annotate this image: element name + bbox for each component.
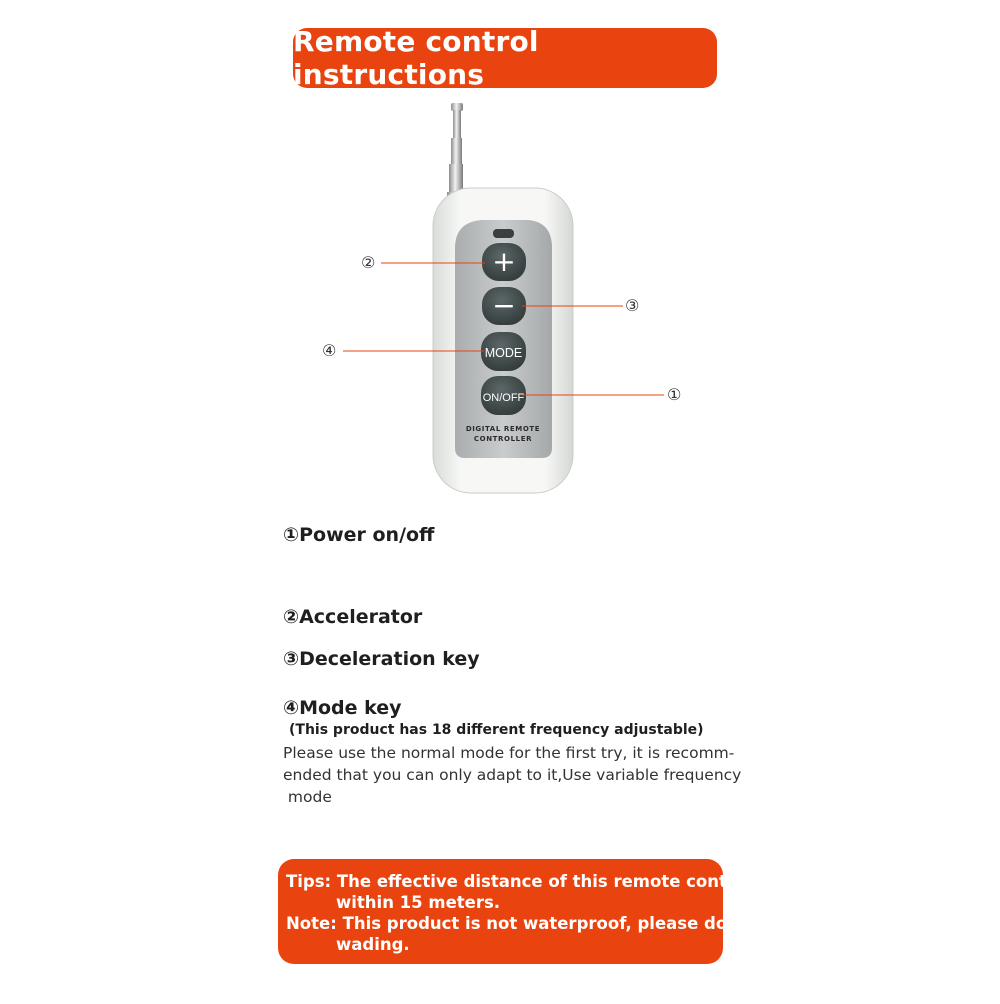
legend-power: ①Power on/off xyxy=(283,524,435,546)
led-indicator xyxy=(493,229,514,238)
desc-line-3: mode xyxy=(283,788,332,806)
legend-mode: ④Mode key xyxy=(283,697,402,719)
tips-line-3: Note: This product is not waterproof, please do not xyxy=(286,914,764,933)
tips-line-1: Tips: The effective distance of this remote control is xyxy=(286,872,774,891)
desc-line-2: ended that you can only adapt to it,Use variable frequency xyxy=(283,766,742,784)
remote-label-line1: DIGITAL REMOTE xyxy=(465,425,541,433)
tips-box xyxy=(278,859,774,964)
callout-1: ① xyxy=(667,385,682,404)
callout-4: ④ xyxy=(322,341,337,360)
minus-button-label: − xyxy=(492,289,516,322)
mode-button-label: MODE xyxy=(484,346,523,360)
page-title: Remote control instructions xyxy=(293,25,539,91)
tips-line-2: within 15 meters. xyxy=(336,893,501,912)
callout-3: ③ xyxy=(625,296,640,315)
remote-label-line2: CONTROLLER xyxy=(473,435,533,443)
desc-line-1: Please use the normal mode for the first try, it is recomm- xyxy=(283,744,735,762)
mode-note: (This product has 18 different frequency adjustable) xyxy=(289,722,704,738)
legend-deceleration: ③Deceleration key xyxy=(283,648,480,670)
plus-button-label: + xyxy=(492,245,516,278)
callout-2: ② xyxy=(361,253,376,272)
legend-accelerator: ②Accelerator xyxy=(283,606,423,628)
onoff-button-label: ON/OFF xyxy=(482,392,525,404)
mode-description xyxy=(283,742,742,808)
tips-line-4: wading. xyxy=(336,935,410,954)
